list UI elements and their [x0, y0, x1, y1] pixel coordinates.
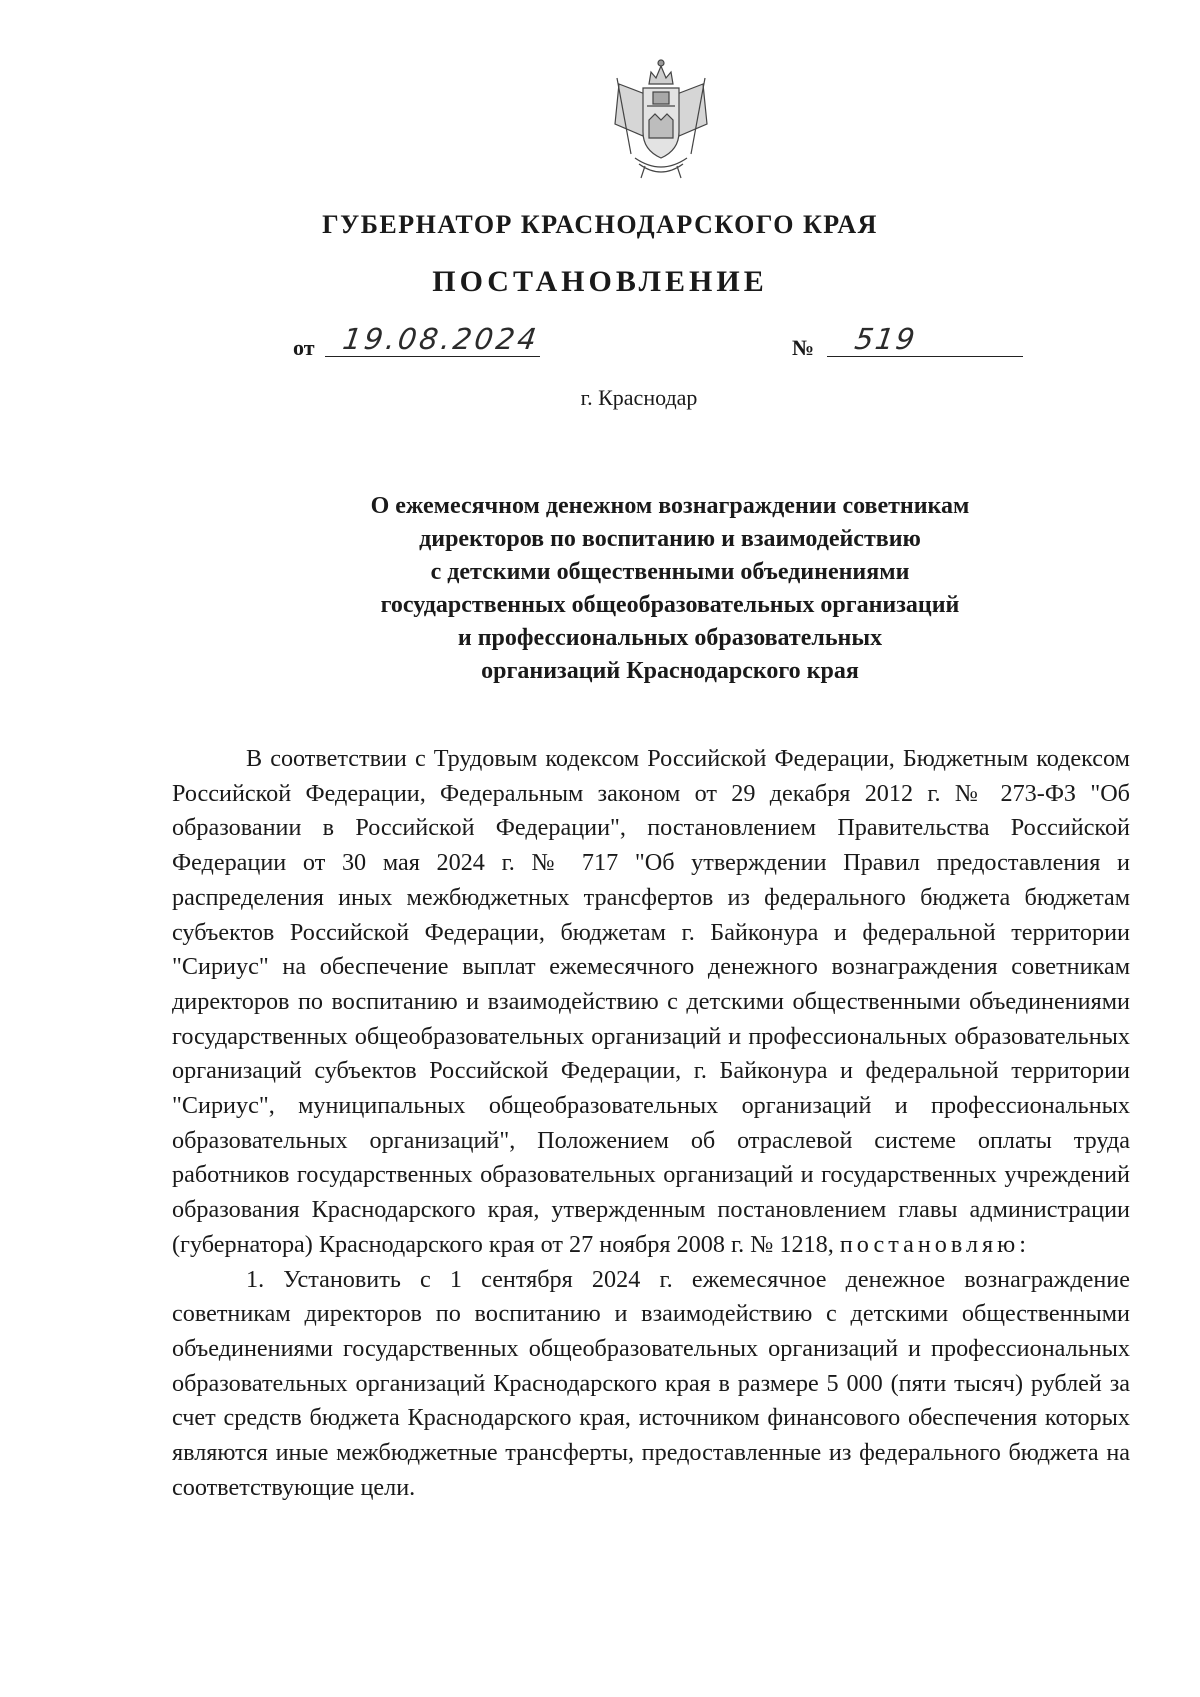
decree-word: постановляю: [839, 1230, 1030, 1258]
title-line: организаций Краснодарского края [481, 658, 859, 684]
date-label: от [293, 335, 315, 360]
title-line: с детскими общественными объединениями [430, 559, 910, 585]
preamble-paragraph [172, 742, 1130, 1263]
handwritten-number: 519 [852, 322, 919, 356]
date-field [325, 322, 540, 357]
document-title [300, 490, 1040, 688]
number-label: № [792, 335, 815, 360]
title-line: и профессиональных образовательных [457, 625, 883, 651]
handwritten-date: 19.08.2024 [340, 322, 542, 356]
title-line: государственных общеобразовательных организаций [380, 592, 960, 618]
number-field [827, 322, 1023, 357]
title-line: директоров по воспитанию и взаимодействию [419, 526, 921, 552]
issuing-authority: ГУБЕРНАТОР КРАСНОДАРСКОГО КРАЯ [322, 210, 878, 239]
document-type: ПОСТАНОВЛЕНИЕ [432, 265, 768, 298]
preamble-text: В соответствии с Трудовым кодексом Российской Федерации, Бюджетным кодексом Российской Федерации, Федеральным законом от 29 декабря 2012 г. № 273-ФЗ "Об образовании в Российской Федерации", постановлением Правительства Российской Федерации от 30 мая 2024 г. № 717 "Об утверждении Правил предоставления и распределения иных межбюджетных трансфертов из федерального бюджета бюджетам субъектов Российской Федерации, бюджетам г. Байконура и федеральной территории "Сириус" на обеспечение выплат ежемесячного денежного вознаграждения советникам директоров по воспитанию и взаимодействию с детскими общественными объединениями государственных общеобразовательных организаций и профессиональных образовательных организаций субъектов Российской Федерации, г. Байконура и федеральной территории "Сириус", муниципальных общеобразовательных организаций и профессиональных образовательных организаций", Положением об отраслевой системе оплаты труда работников государственных образовательных организаций и государственных учреждений образования Краснодарского края, утвержденным постановлением главы администрации (губернатора) Краснодарского края от 27 ноября 2008 г. № 1218, [172, 745, 1130, 1258]
item-1-paragraph: 1. Установить с 1 сентября 2024 г. ежемесячное денежное вознаграждение советникам директоров по воспитанию и взаимодействию с детскими общественными объединениями государственных общеобразовательных организаций и профессиональных образовательных организаций Краснодарского края в размере 5 000 (пяти тысяч) рублей за счет средств бюджета Краснодарского края, источником финансового обеспечения которых являются иные межбюджетные трансферты, предоставленные из федерального бюджета на соответствующие цели. [172, 1265, 1130, 1501]
city: г. Краснодар [580, 385, 698, 410]
title-line: О ежемесячном денежном вознаграждении советникам [370, 493, 970, 519]
document-body [172, 742, 1130, 1505]
coat-of-arms-emblem [605, 54, 717, 184]
